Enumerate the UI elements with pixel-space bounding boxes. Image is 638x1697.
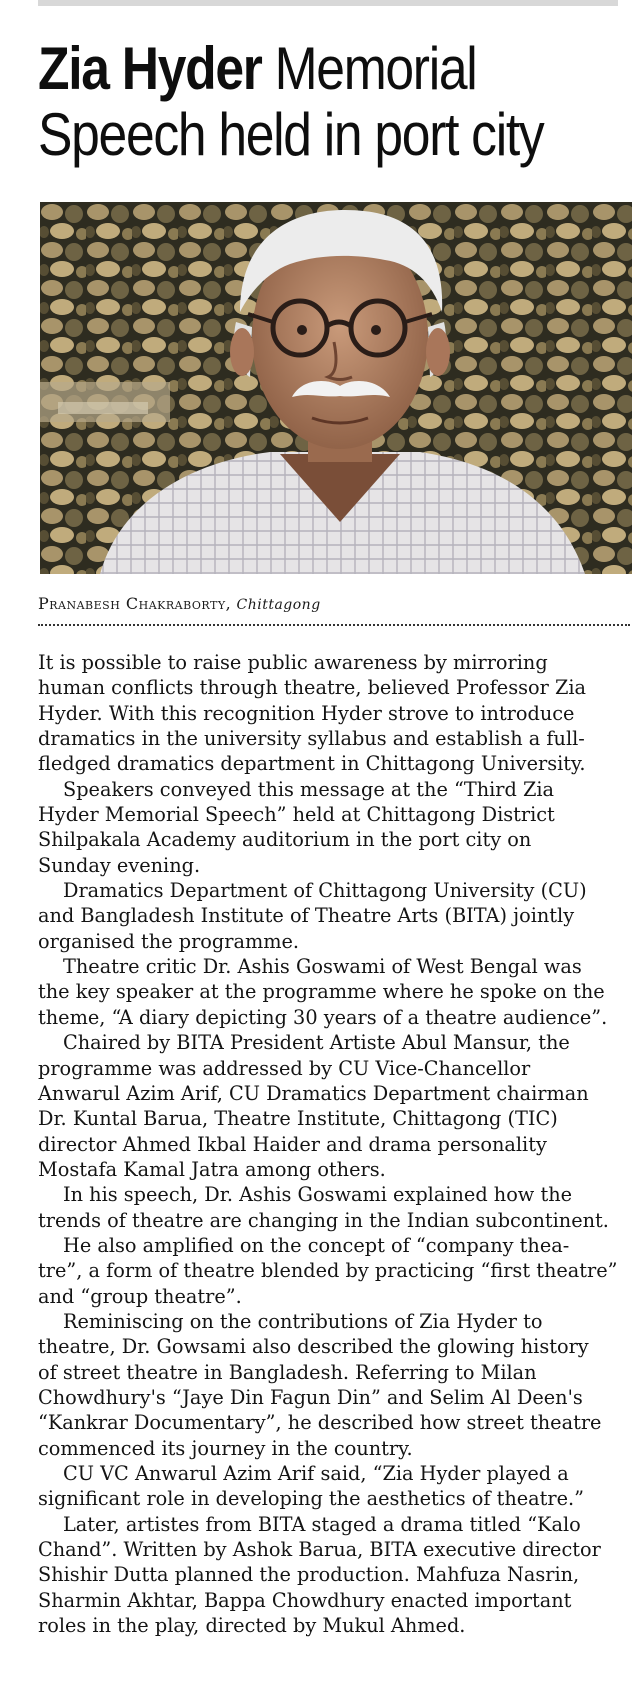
article-paragraph [38,954,638,1030]
paragraph-line: “Kankrar Documentary”, he described how street theatre [38,1411,602,1435]
byline-location: Chittagong [236,597,321,613]
paragraph-line: tre”, a form of theatre blended by practicing “first theatre” [38,1259,618,1283]
paragraph-line: Later, artistes from BITA staged a drama titled “Kalo [63,1512,581,1536]
paragraph-line: Shishir Dutta planned the production. Mahfuza Nasrin, [38,1563,580,1587]
paragraph-line: Hyder. With this recognition Hyder strove to introduce [38,701,575,725]
paragraph-line: CU VC Anwarul Azim Arif said, “Zia Hyder played a [63,1462,569,1485]
paragraph-line: Anwarul Azim Arif, CU Dramatics Department chairman [38,1081,589,1105]
top-rule [38,0,618,6]
byline-author: Pranabesh Chakraborty, [38,594,232,613]
headline-bold: Zia Hyder [38,35,262,102]
article-paragraph [38,1309,638,1461]
paragraph-line: human conflicts through theatre, believed Professor Zia [38,676,587,700]
paragraph-line: Dramatics Department of Chittagong University (CU) [63,879,587,903]
paragraph-line: Theatre critic Dr. Ashis Goswami of West Bengal was [63,955,582,979]
paragraph-line: Sharmin Akhtar, Bappa Chowdhury enacted important [38,1588,572,1612]
paragraph-line: Sunday evening. [38,853,201,877]
article-paragraph [38,1182,638,1233]
paragraph-line: and Bangladesh Institute of Theatre Arts (BITA) jointly [38,904,575,928]
headline-line2: Speech held in port city [38,101,544,168]
headline-rest: Memorial [274,35,477,102]
paragraph-line: Chowdhury's “Jaye Din Fagun Din” and Selim Al Deen's [38,1385,583,1409]
article-paragraph [38,1233,638,1309]
byline-divider [38,624,630,626]
paragraph-line: Mostafa Kamal Jatra among others. [38,1157,386,1181]
paragraph-line: Speakers conveyed this message at the “Third Zia [63,777,555,801]
paragraph-line: Chand”. Written by Ashok Barua, BITA executive director [38,1538,601,1562]
paragraph-line: trends of theatre are changing in the Indian subcontinent. [38,1208,609,1232]
paragraph-line: of street theatre in Bangladesh. Referring to Milan [38,1360,537,1384]
paragraph-line: Dr. Kuntal Barua, Theatre Institute, Chittagong (TIC) [38,1107,558,1131]
paragraph-line: roles in the play, directed by Mukul Ahmed. [38,1614,466,1638]
paragraph-line: In his speech, Dr. Ashis Goswami explained how the [63,1183,573,1207]
portrait-illustration [40,202,632,574]
headline [38,35,544,168]
paragraph-line: He also amplified on the concept of “company thea- [63,1233,570,1257]
article-paragraph [38,878,638,954]
article-paragraph [38,777,638,878]
byline [38,594,321,613]
paragraph-line: theme, “A diary depicting 30 years of a theatre audience”. [38,1005,608,1029]
paragraph-line: dramatics in the university syllabus and establish a full- [38,727,585,751]
paragraph-line: Chaired by BITA President Artiste Abul Mansur, the [63,1031,570,1055]
paragraph-line: Shilpakala Academy auditorium in the port city on [38,828,532,852]
paragraph-line: director Ahmed Ikbal Haider and drama personality [38,1132,547,1156]
article-paragraph [38,1030,638,1182]
article-paragraph [38,1512,638,1639]
paragraph-line: Hyder Memorial Speech” held at Chittagong District [38,803,555,827]
paragraph-line: significant role in developing the aesthetics of theatre.” [38,1487,585,1511]
article-paragraph [38,1461,638,1512]
paragraph-line: Reminiscing on the contributions of Zia Hyder to [63,1309,543,1333]
article-paragraph [38,650,638,777]
paragraph-line: commenced its journey in the country. [38,1436,413,1460]
paragraph-line: programme was addressed by CU Vice-Chancellor [38,1056,531,1080]
paragraph-line: and “group theatre”. [38,1284,242,1308]
paragraph-line: fledged dramatics department in Chittagong University. [38,752,586,776]
paragraph-line: theatre, Dr. Gowsami also described the glowing history [38,1335,589,1359]
paragraph-line: It is possible to raise public awareness by mirroring [38,651,548,674]
article-photo [40,202,632,574]
paragraph-line: organised the programme. [38,929,300,953]
paragraph-line: the key speaker at the programme where he spoke on the [38,980,605,1004]
article-body [38,650,638,1638]
